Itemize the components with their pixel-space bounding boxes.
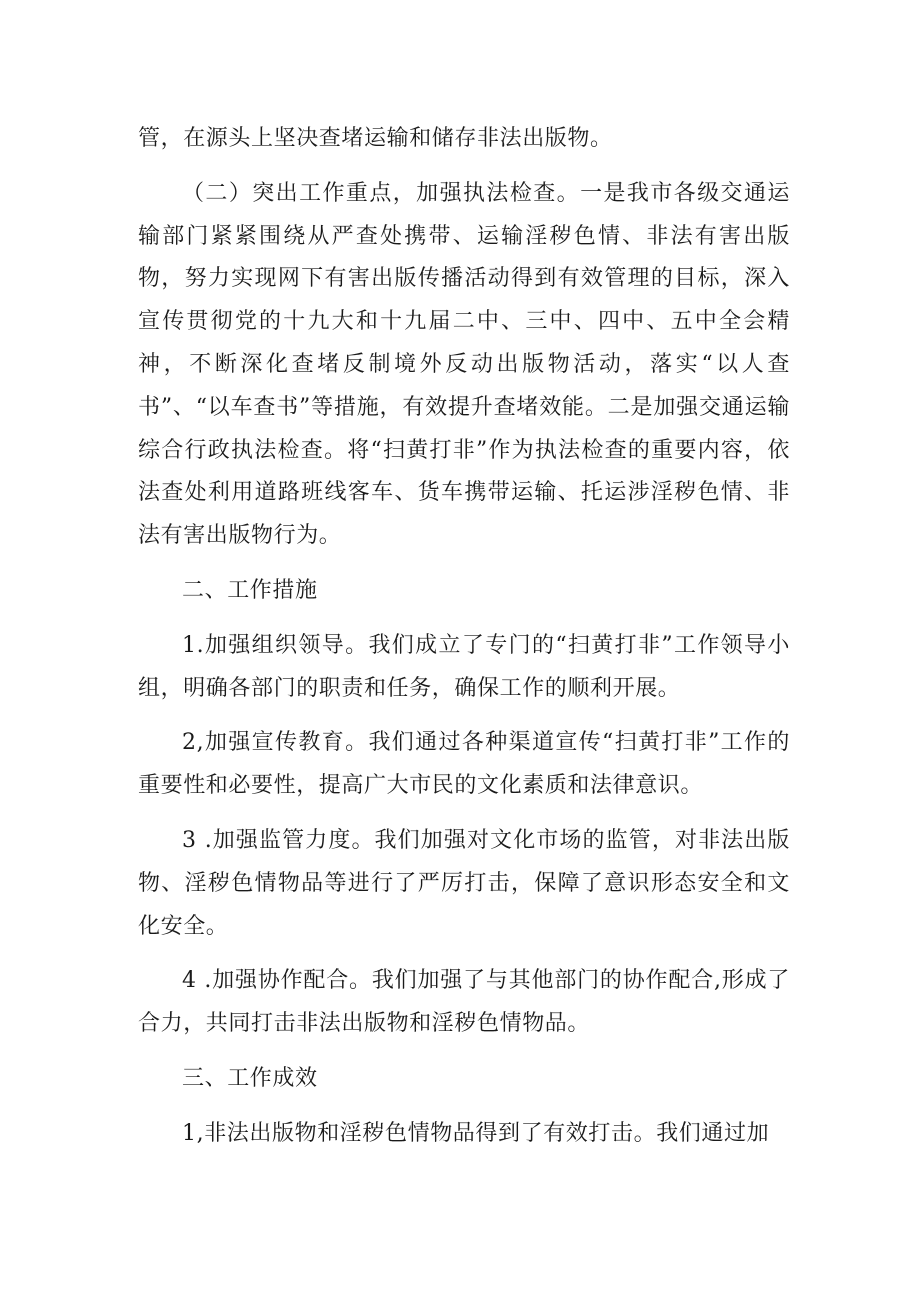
paragraph-result-1: 1,非法出版物和淫秽色情物品得到了有效打击。我们通过加 [182, 1120, 770, 1146]
paragraph-measure-2: 2,加强宣传教育。我们通过各种渠道宣传“扫黄打非”工作的重要性和必要性，提高广大市民的文化素质和法律意识。 [138, 730, 790, 799]
paragraph-measure-3: 3 .加强监管力度。我们加强对文化市场的监管，对非法出版物、淫秽色情物品等进行了严厉打击，保障了意识形态安全和文化安全。 [138, 827, 790, 939]
paragraph-measure-1: 1.加强组织领导。我们成立了专门的“扫黄打非”工作领导小组，明确各部门的职责和任务，确保工作的顺利开展。 [138, 632, 790, 701]
document-body [138, 118, 790, 1168]
heading-work-results: 三、工作成效 [182, 1065, 318, 1091]
paragraph-continuation: 管，在源头上坚决查堵运输和储存非法出版物。 [138, 126, 613, 151]
paragraph-section-2: （二）突出工作重点，加强执法检查。一是我市各级交通运输部门紧紧围绕从严查处携带、运输淫秽色情、非法有害出版物，努力实现网下有害出版传播活动得到有效管理的目标，深入宣传贯彻党的十九大和十九届二中、三中、四中、五中全会精神，不断深化查堵反制境外反动出版物活动，落实“以人查书”、“以车查书”等措施，有效提升查堵效能。二是加强交通运输综合行政执法检查。将“扫黄打非”作为执法检查的重要内容，依法查处利用道路班线客车、货车携带运输、托运涉淫秽色情、非法有害出版物行为。 [138, 180, 790, 549]
heading-work-measures: 二、工作措施 [182, 577, 318, 603]
paragraph-measure-4: 4 .加强协作配合。我们加强了与其他部门的协作配合,形成了合力，共同打击非法出版物和淫秽色情物品。 [138, 968, 790, 1037]
